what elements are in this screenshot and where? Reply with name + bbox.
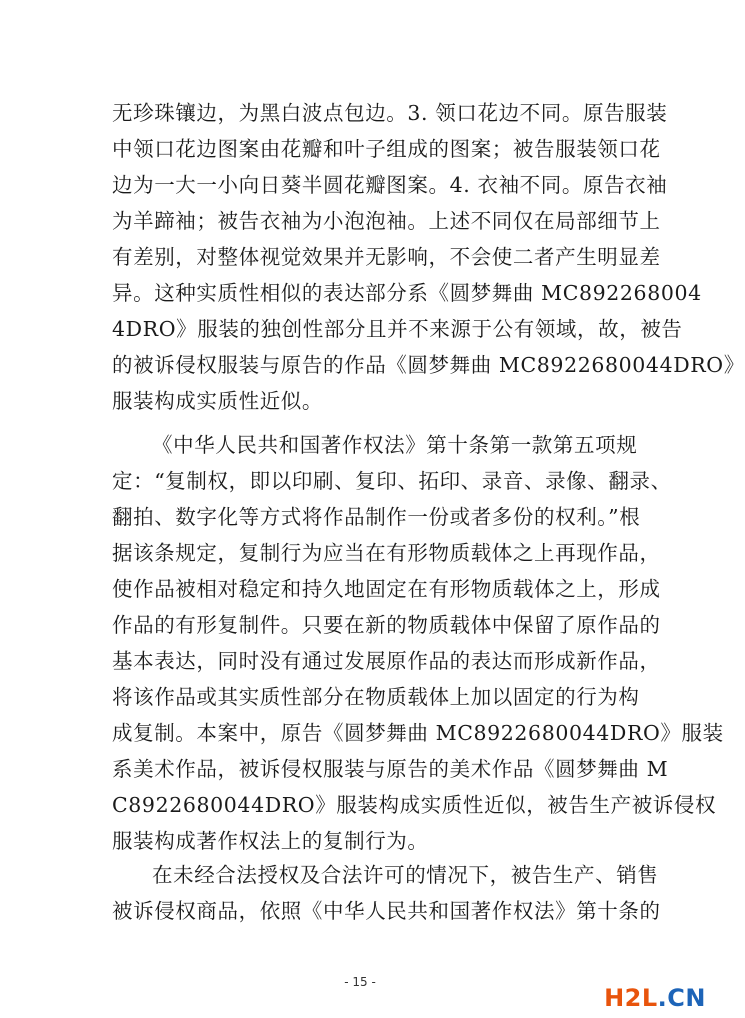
text-line: 使作品被相对稳定和持久地固定在有形物质载体之上，形成 <box>112 577 661 601</box>
text-line: 边为一大一小向日葵半圆花瓣图案。4. 衣袖不同。原告衣袖 <box>112 173 668 197</box>
text-line: 基本表达，同时没有通过发展原作品的表达而形成新作品， <box>112 649 661 673</box>
text-line: 系美术作品，被诉侵权服装与原告的美术作品《圆梦舞曲 M <box>112 757 669 781</box>
text-line: 中领口花边图案由花瓣和叶子组成的图案；被告服装领口花 <box>112 137 661 161</box>
text-line: 作品的有形复制件。只要在新的物质载体中保留了原作品的 <box>112 613 661 637</box>
text-line: 异。这种实质性相似的表达部分系《圆梦舞曲 MC892268004 <box>112 281 702 305</box>
text-line: 服装构成著作权法上的复制行为。 <box>112 829 429 853</box>
text-line: C8922680044DRO》服装构成实质性近似，被告生产被诉侵权 <box>112 793 717 817</box>
watermark-part1: H2L <box>604 984 658 1012</box>
text-line: 成复制。本案中，原告《圆梦舞曲 MC8922680044DRO》服装 <box>112 721 724 745</box>
text-line: 据该条规定，复制行为应当在有形物质载体之上再现作品， <box>112 541 661 565</box>
text-line: 无珍珠镶边，为黑白波点包边。3. 领口花边不同。原告服装 <box>112 101 668 125</box>
text-line: 将该作品或其实质性部分在物质载体上加以固定的行为构 <box>112 685 640 709</box>
text-line: 翻拍、数字化等方式将作品制作一份或者多份的权利。”根 <box>112 505 641 529</box>
site-watermark-logo <box>604 984 706 1012</box>
text-line: 服装构成实质性近似。 <box>112 389 323 413</box>
text-line: 有差别，对整体视觉效果并无影响，不会使二者产生明显差 <box>112 245 661 269</box>
text-line: 定：“复制权，即以印刷、复印、拓印、录音、录像、翻录、 <box>112 469 672 493</box>
paragraph-start-line: 在未经合法授权及合法许可的情况下，被告生产、销售 <box>152 863 659 887</box>
watermark-part2: .CN <box>657 984 706 1012</box>
page-number: - 15 - <box>344 975 376 989</box>
text-line: 4DRO》服装的独创性部分且并不来源于公有领域，故，被告 <box>112 317 683 341</box>
text-line: 为羊蹄袖；被告衣袖为小泡泡袖。上述不同仅在局部细节上 <box>112 209 661 233</box>
paragraph-start-line: 《中华人民共和国著作权法》第十条第一款第五项规 <box>152 433 638 457</box>
text-line: 被诉侵权商品，依照《中华人民共和国著作权法》第十条的 <box>112 899 661 923</box>
text-line: 的被诉侵权服装与原告的作品《圆梦舞曲 MC8922680044DRO》 <box>112 353 745 377</box>
